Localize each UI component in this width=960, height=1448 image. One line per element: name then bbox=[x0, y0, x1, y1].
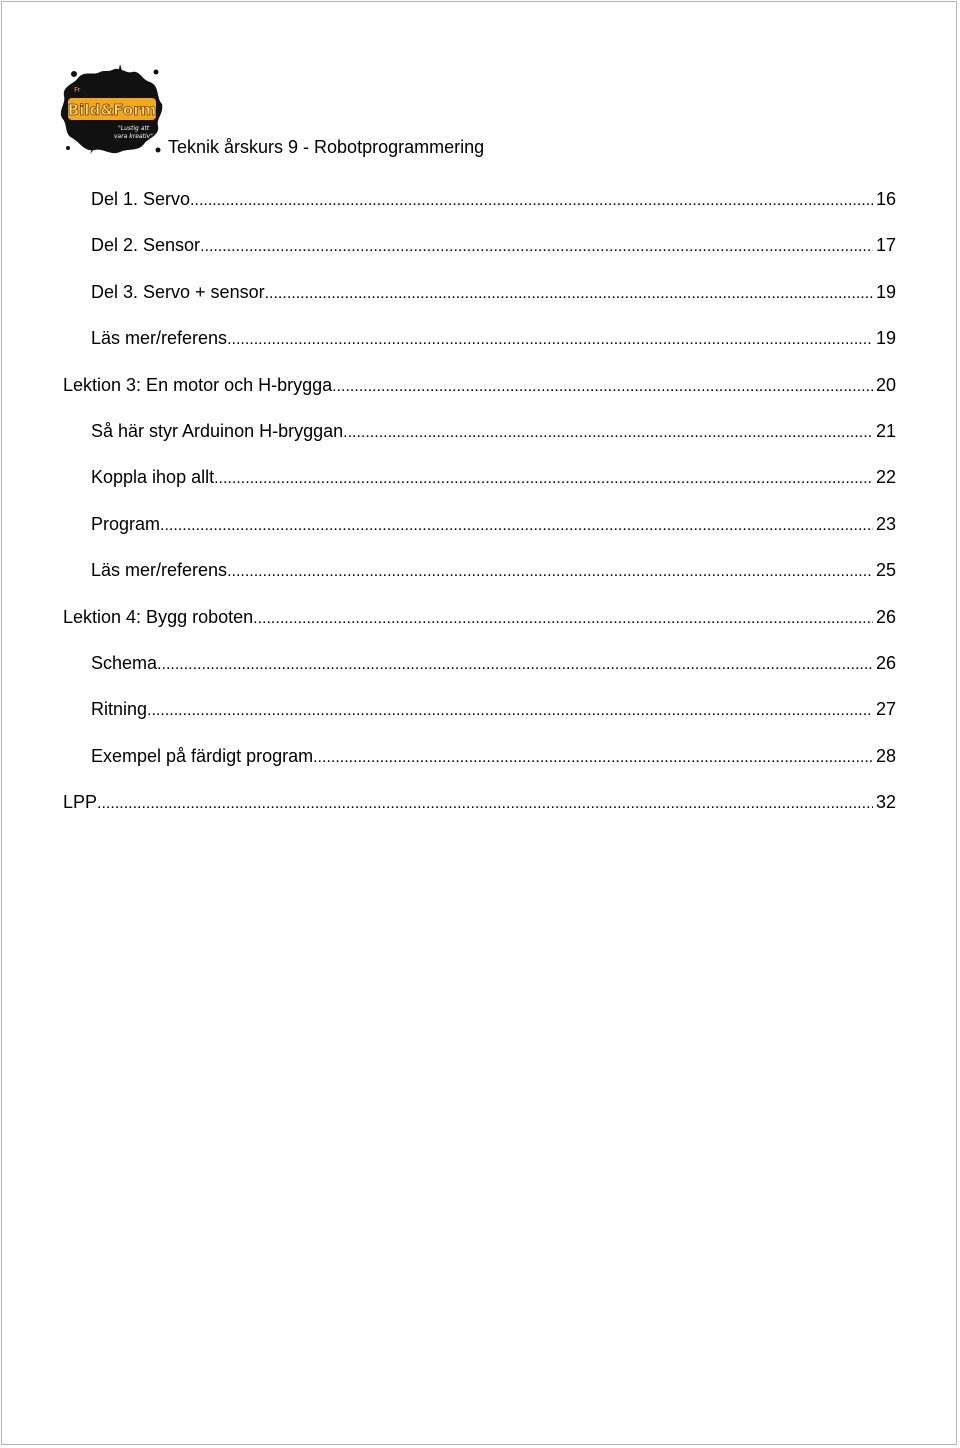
toc-entry[interactable] bbox=[91, 744, 896, 768]
toc-entry-label: Del 2. Sensor bbox=[91, 235, 201, 256]
toc-entry[interactable] bbox=[91, 651, 896, 675]
toc-dot-leader bbox=[200, 233, 873, 257]
toc-page-number: 20 bbox=[875, 374, 896, 395]
toc-entry[interactable] bbox=[91, 697, 896, 721]
toc-dot-leader bbox=[147, 697, 873, 721]
toc-entry[interactable] bbox=[91, 465, 896, 489]
toc-page-number: 26 bbox=[875, 653, 896, 673]
toc-dot-leader bbox=[160, 512, 873, 536]
toc-page-number: 32 bbox=[875, 792, 896, 813]
toc-entry[interactable] bbox=[91, 558, 896, 582]
toc-entry-label: Del 1. Servo bbox=[91, 189, 191, 209]
toc-entry[interactable] bbox=[91, 326, 896, 350]
document-title: Teknik årskurs 9 - Robotprogrammering bbox=[168, 137, 485, 157]
toc-dot-leader bbox=[157, 651, 873, 675]
toc-entry[interactable] bbox=[63, 790, 896, 814]
toc-dot-leader bbox=[97, 790, 873, 814]
toc-page-number: 16 bbox=[875, 189, 896, 209]
toc-page-number: 21 bbox=[875, 421, 896, 441]
toc-entry-label: Exempel på färdigt program bbox=[91, 745, 314, 766]
toc-entry-label: Koppla ihop allt bbox=[91, 467, 215, 488]
toc-entry-label: Program bbox=[91, 513, 161, 534]
toc-entry[interactable] bbox=[91, 233, 896, 257]
toc-entry[interactable] bbox=[91, 187, 896, 211]
toc-entry-label: LPP bbox=[63, 792, 98, 813]
toc-page-number: 19 bbox=[875, 328, 896, 349]
svg-text:Fr: Fr bbox=[74, 86, 81, 94]
svg-text:"Lustig att: "Lustig att bbox=[118, 125, 150, 132]
toc-dot-leader bbox=[227, 326, 873, 350]
toc-entry[interactable] bbox=[91, 280, 896, 304]
toc-entry-label: Så här styr Arduinon H-bryggan bbox=[91, 421, 344, 441]
toc-entry[interactable] bbox=[63, 373, 896, 397]
toc-entry-label: Lektion 3: En motor och H-brygga bbox=[63, 374, 333, 395]
toc-entry-label: Schema bbox=[91, 653, 158, 673]
svg-text:vara kreativ": vara kreativ" bbox=[114, 133, 153, 140]
toc-page-number: 28 bbox=[875, 745, 896, 766]
toc-entry-label: Läs mer/referens bbox=[91, 328, 228, 349]
toc-page-number: 22 bbox=[875, 467, 896, 488]
toc-dot-leader bbox=[313, 744, 873, 768]
toc-dot-leader bbox=[214, 465, 873, 489]
toc-page-number: 23 bbox=[875, 513, 896, 534]
toc-dot-leader bbox=[253, 605, 873, 629]
toc-dot-leader bbox=[227, 558, 873, 582]
toc-page-number: 19 bbox=[875, 281, 896, 302]
toc-page-number: 25 bbox=[875, 560, 896, 581]
toc-page-number: 26 bbox=[875, 606, 896, 627]
toc-dot-leader bbox=[343, 419, 873, 443]
svg-text:Bild&Form: Bild&Form bbox=[67, 101, 157, 119]
document-page bbox=[1, 1, 957, 1445]
toc-page-number: 17 bbox=[875, 235, 896, 256]
toc-entry[interactable] bbox=[63, 605, 896, 629]
toc-entry[interactable] bbox=[91, 512, 896, 536]
toc-dot-leader bbox=[190, 187, 873, 211]
toc-page-number: 27 bbox=[875, 699, 896, 720]
toc-dot-leader bbox=[265, 280, 873, 304]
toc-entry-label: Läs mer/referens bbox=[91, 560, 228, 581]
toc-entry-label: Ritning bbox=[91, 699, 148, 720]
toc-entry[interactable] bbox=[91, 419, 896, 443]
toc-entry-label: Lektion 4: Bygg roboten bbox=[63, 606, 254, 627]
toc-entry-label: Del 3. Servo + sensor bbox=[91, 281, 265, 302]
toc-dot-leader bbox=[332, 373, 873, 397]
bild-och-form-logo bbox=[60, 64, 164, 156]
